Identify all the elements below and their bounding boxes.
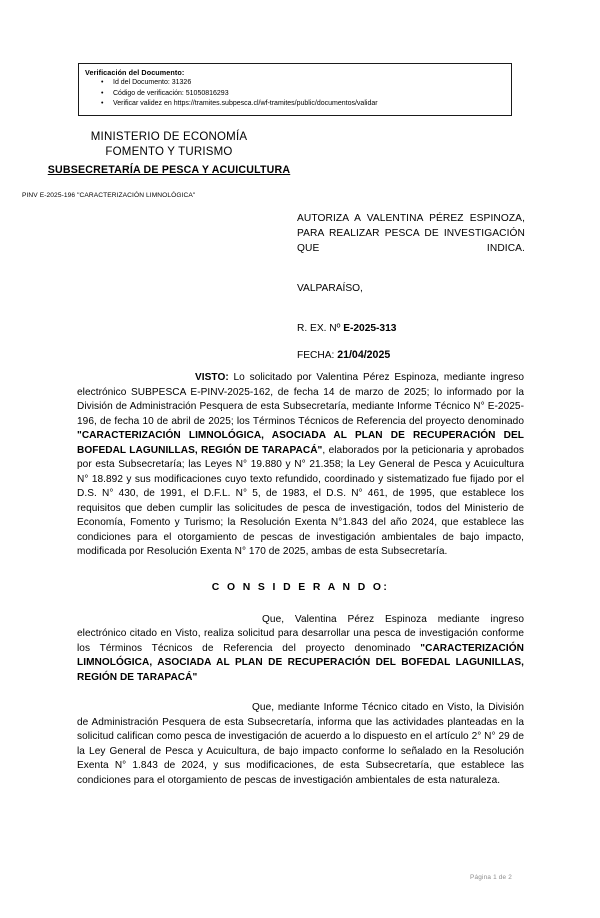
resolution-number: E-2025-313 [343,323,397,334]
considerando-p2-text: Que, mediante Informe Técnico citado en Visto, la División de Administración Pesquera de esta Subsecretaría, informa que las actividades planteadas en la solicitud califican como pesca de investigación de acuerdo a lo dispuesto en el artículo 2° N° 29 de la Ley General de Pesca y Acuicultura, de bajo impacto conforme lo señalado en la Resolución Exenta N° 1.843 de 2024, y sus modificaciones, de esta Subsecretaría, que establece las condiciones para el otorgamiento de pescas de investigación ambientales de esta naturaleza. [77,702,524,786]
resolution-reference [297,321,525,336]
date-label: FECHA: [297,350,338,361]
visto-text-1: Lo solicitado por Valentina Pérez Espinoza, mediante ingreso electrónico SUBPESCA E-PINV-2025-162, de fecha 14 de marzo de 2025; lo informado por la División de Administración Pesquera de esta Subsecretaría, mediante Informe Técnico N° E-2025-196, de fecha 10 de abril de 2025; los Términos Técnicos de Referencia del proyecto denominado [77,372,524,427]
header-right-block [297,211,525,363]
considerando-paragraph-2 [77,701,524,788]
document-body [77,371,524,788]
considerando-p1-project-title: "CARACTERIZACIÓN LIMNOLÓGICA, ASOCIADA AL PLAN DE RECUPERACIÓN DEL BOFEDAL LAGUNILLAS, REGIÓN DE TARAPACÁ" [77,642,524,683]
date-value: 21/04/2025 [337,349,391,361]
considerando-p1-text: Que, Valentina Pérez Espinoza mediante ingreso electrónico citado en Visto, realiza solicitud para desarrollar una pesca de investigación conforme los Términos Técnicos de Referencia del proyecto denominado [77,613,524,654]
issue-date [297,348,525,363]
verification-code: Código de verificación: 51050816293 [113,89,229,97]
verification-list [85,78,511,110]
verification-box [78,63,512,116]
subsecretaria-title: SUBSECRETARÍA DE PESCA Y ACUICULTURA [47,164,291,176]
visto-project-title: "CARACTERIZACIÓN LIMNOLÓGICA, ASOCIADA AL PLAN DE RECUPERACIÓN DEL BOFEDAL LAGUNILLAS, REGIÓN DE TARAPACÁ" [77,430,524,456]
considerando-heading: C O N S I D E R A N D O: [211,581,390,593]
visto-paragraph [77,371,524,560]
issue-city: VALPARAÍSO, [297,283,363,294]
ministry-line-1: MINISTERIO DE ECONOMÍA [90,131,248,143]
considerando-paragraph-1 [77,613,524,686]
page-number-footer: Página 1 de 2 [470,874,513,881]
verification-title: Verificación del Documento: [85,68,185,77]
bullet-icon: • [101,89,104,97]
ministry-line-2: FOMENTO Y TURISMO [105,145,233,158]
bullet-icon: • [101,79,104,86]
visto-text-2: , elaborados por la peticionaria y aprobados por esta Subsecretaría; las Leyes N° 19.880 y N° 21.358; la Ley General de Pesca y Acuicultura N° 18.892 y sus modificaciones cuyo texto refundido, coordinado y sistematizado fue fijado por el D.S. N° 430, de 1991, el D.F.L. N° 5, de 1983, el D.S. N° 461, de 1995, que establece los requisitos que deben cumplir las solicitudes de pesca de investigación, todos del Ministerio de Economía, Fomento y Turismo; la Resolución Exenta N°1.843 del año 2024, que establece las condiciones para el otorgamiento de pescas de investigación ambientales de bajo impacto, modificada por Resolución Exenta N° 170 de 2025, ambas de esta Subsecretaría. [77,444,524,557]
list-item [85,89,511,100]
bullet-icon: • [101,100,104,107]
project-reference-code: PINV E-2025-196 "CARACTERIZACIÓN LIMNOLÓGICA" [22,192,196,199]
document-subject: AUTORIZA A VALENTINA PÉREZ ESPINOZA, PARA REALIZAR PESCA DE INVESTIGACIÓN QUE INDICA. [297,213,525,254]
resolution-label: R. EX. Nº [297,323,344,334]
verification-url: Verificar validez en https://tramites.subpesca.cl/wf-tramites/public/documentos/validar [113,100,378,107]
paragraph-spacer [77,685,524,701]
list-item [85,78,511,89]
letterhead [22,130,294,199]
visto-label: VISTO: [195,372,229,383]
list-item [85,99,511,110]
verification-document-id: Id del Documento: 31326 [113,79,192,86]
